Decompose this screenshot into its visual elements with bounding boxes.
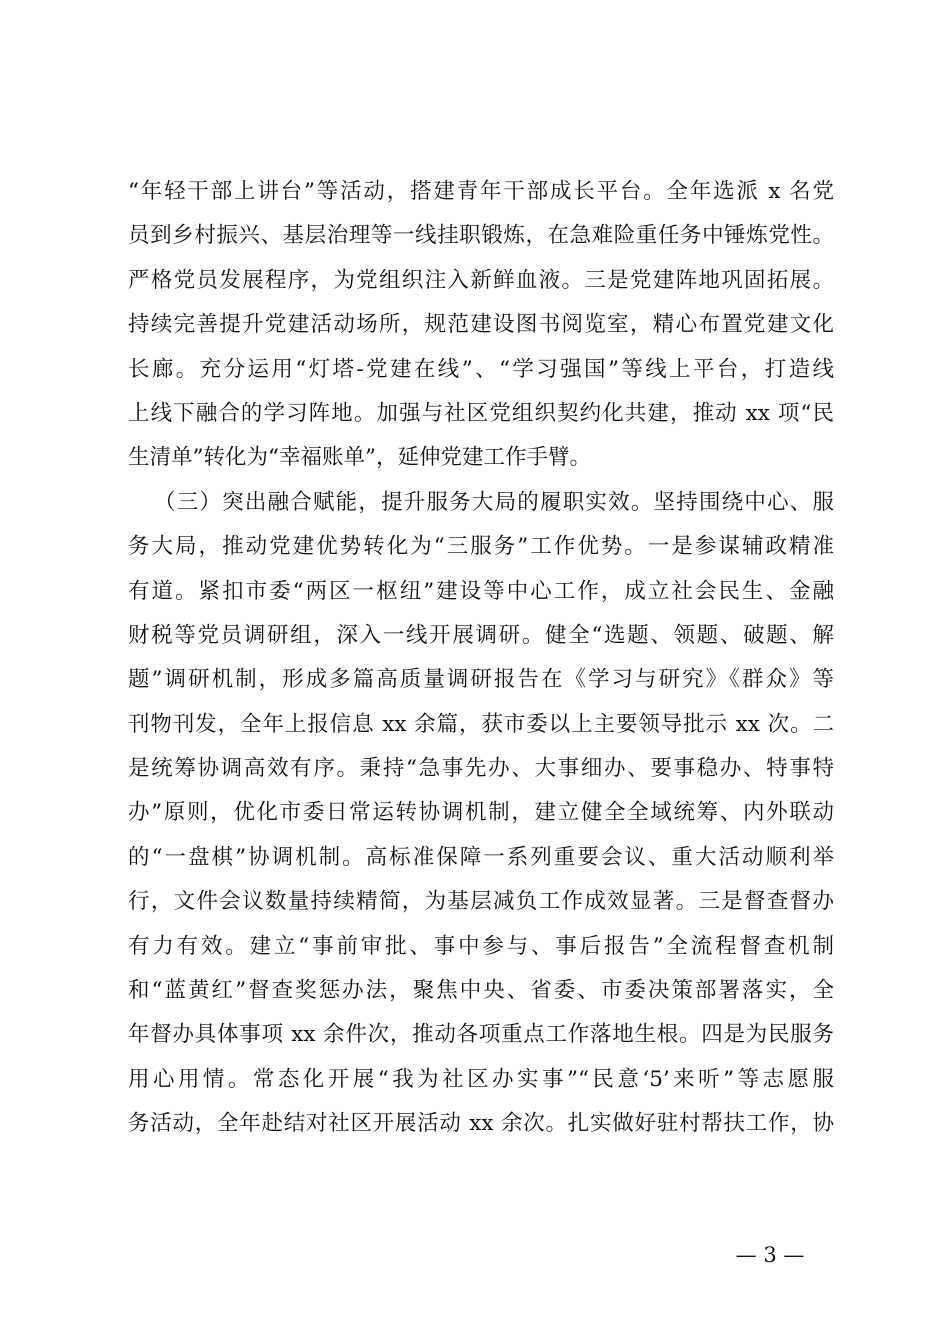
text-line: 上线下融合的学习阵地。加强与社区党组织契约化共建，推动 xx 项“民 (128, 400, 834, 426)
text-line: 务大局，推动党建优势转化为“三服务”工作优势。一是参谋辅政精准 (128, 534, 834, 560)
body-text (128, 170, 834, 1147)
text-line: 行，文件会议数量持续精简，为基层减负工作成效显著。三是督查督办 (128, 889, 834, 915)
text-line: 生清单”转化为“幸福账单”，延伸党建工作手臂。 (128, 445, 591, 471)
text-line: 持续完善提升党建活动场所，规范建设图书阅览室，精心布置党建文化 (128, 312, 834, 338)
text-line: 员到乡村振兴、基层治理等一线挂职锻炼，在急难险重任务中锤炼党性。 (128, 223, 834, 249)
text-line: 务活动，全年赴结对社区开展活动 xx 余次。扎实做好驻村帮扶工作，协 (128, 1111, 834, 1137)
text-line: 办”原则，优化市委日常运转协调机制，建立健全全域统筹、内外联动 (128, 800, 834, 826)
text-line: 的“一盘棋”协调机制。高标准保障一系列重要会议、重大活动顺利举 (128, 844, 834, 870)
text-line: 有力有效。建立“事前审批、事中参与、事后报告”全流程督查机制 (128, 933, 834, 959)
page-number: — 3 — (735, 1243, 805, 1267)
text-line: “年轻干部上讲台”等活动，搭建青年干部成长平台。全年选派 x 名党 (128, 179, 834, 204)
text-line: 刊物刊发，全年上报信息 xx 余篇，获市委以上主要领导批示 xx 次。二 (128, 711, 834, 737)
text-line: 和“蓝黄红”督查奖惩办法，聚焦中央、省委、市委决策部署落实，全 (128, 978, 834, 1004)
paragraph-heading-line: （三）突出融合赋能，提升服务大局的履职实效。坚持围绕中心、服 (154, 489, 834, 515)
text-line: 年督办具体事项 xx 余件次，推动各项重点工作落地生根。四是为民服务 (128, 1022, 834, 1048)
text-line: 财税等党员调研组，深入一线开展调研。健全“选题、领题、破题、解 (128, 622, 834, 648)
text-line: 题”调研机制，形成多篇高质量调研报告在《学习与研究》《群众》等 (128, 667, 834, 693)
text-line: 严格党员发展程序，为党组织注入新鲜血液。三是党建阵地巩固拓展。 (128, 267, 834, 293)
text-line: 有道。紧扣市委“两区一枢纽”建设等中心工作，成立社会民生、金融 (128, 578, 834, 604)
text-line: 长廊。充分运用“灯塔-党建在线”、“学习强国”等线上平台，打造线 (128, 356, 834, 382)
text-line: 是统筹协调高效有序。秉持“急事先办、大事细办、要事稳办、特事特 (128, 756, 834, 782)
text-line: 用心用情。常态化开展“我为社区办实事”“民意‘5’来听”等志愿服 (128, 1066, 834, 1092)
